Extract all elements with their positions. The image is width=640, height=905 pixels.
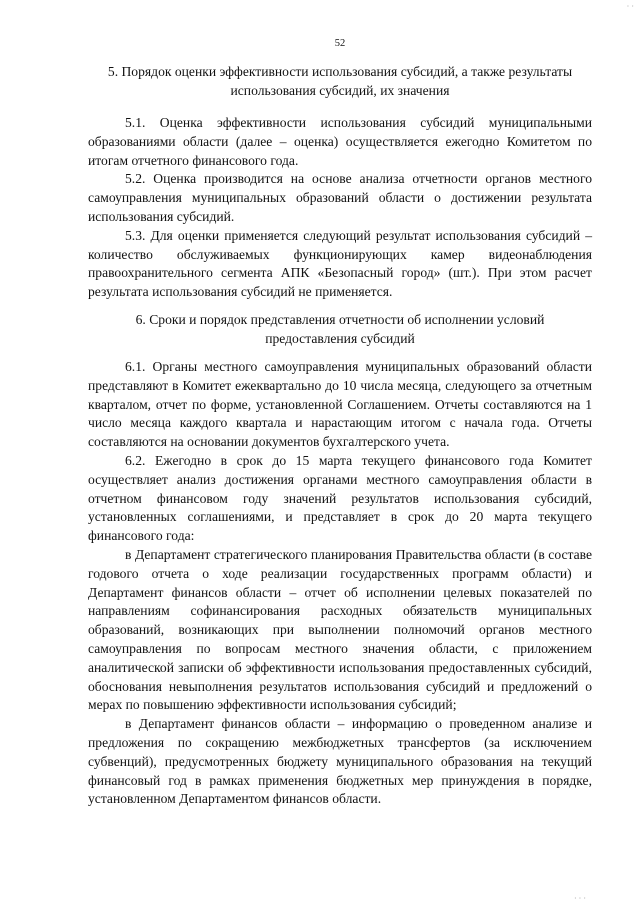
paragraph-6-2-finance-dept: в Департамент финансов области – информацию о проведенном анализе и предложения по сокращению межбюджетных трансфертов (за исключением субвенций), предусмотренных бюджету муниципального образования на текущий финансовый год в рамках применения бюджетных мер принуждения в порядке, установленном Департаментом финансов области. — [88, 716, 592, 807]
paragraph-6-1: 6.1. Органы местного самоуправления муниципальных образований области представляют в Комитет ежеквартально до 10 числа месяца, следующего за отчетным кварталом, отчет по форме, установленной Соглашением. Отчеты составляются на 1 число месяца каждого квартала и нарастающим итогом с начала года. Отчеты составляются на основании документов бухгалтерского учета. — [88, 359, 592, 450]
section-5-body — [88, 114, 592, 302]
paragraph-5-2: 5.2. Оценка производится на основе анализа отчетности органов местного самоуправления муниципальных образований области о достижении результата использования субсидий. — [88, 171, 592, 224]
section-6-body — [88, 358, 592, 809]
section-5-heading: 5. Порядок оценки эффективности использования субсидий, а также результаты использования субсидий, их значения — [107, 64, 573, 98]
section-6-heading: 6. Сроки и порядок представления отчетности об исполнении условий предоставления субсидий — [135, 312, 545, 346]
paragraph-5-3: 5.3. Для оценки применяется следующий результат использования субсидий – количество обслуживаемых функционирующих камер видеонаблюдения правоохранительного сегмента АПК «Безопасный город» (шт.). При этом расчет результата использования субсидий не применяется. — [88, 227, 592, 300]
paragraph-6-2: 6.2. Ежегодно в срок до 15 марта текущего финансового года Комитет осуществляет анализ достижения органами местного самоуправления области в отчетном финансовом году значений результатов использования субсидий, установленных соглашениями, и представляет в срок до 20 марта текущего финансового года: — [88, 452, 592, 544]
page-number: 52 — [334, 38, 346, 49]
paragraph-5-1: 5.1. Оценка эффективности использования субсидий муниципальными образованиями области (далее – оценка) осуществляется ежегодно Комитетом по итогам отчетного финансового года. — [88, 115, 592, 168]
scan-mark-bottom: · · · — [574, 894, 586, 903]
paragraph-6-2-strategic-dept: в Департамент стратегического планирования Правительства области (в составе годового отчета о ходе реализации государственных программ области) и Департамент финансов области – отчет об исполнении целевых показателей по направлениям софинансирования расходных обязательств муниципальных образований, возникающих при выполнении полномочий органов местного самоуправления по вопросам местного значения области, с приложением аналитической записки об эффективности использования предоставленных субсидий, обоснования невыполнения результатов использования субсидий и предложений о мерах по повышению эффективности использования субсидий; — [88, 546, 592, 713]
scan-mark-top: · · — [626, 2, 634, 11]
